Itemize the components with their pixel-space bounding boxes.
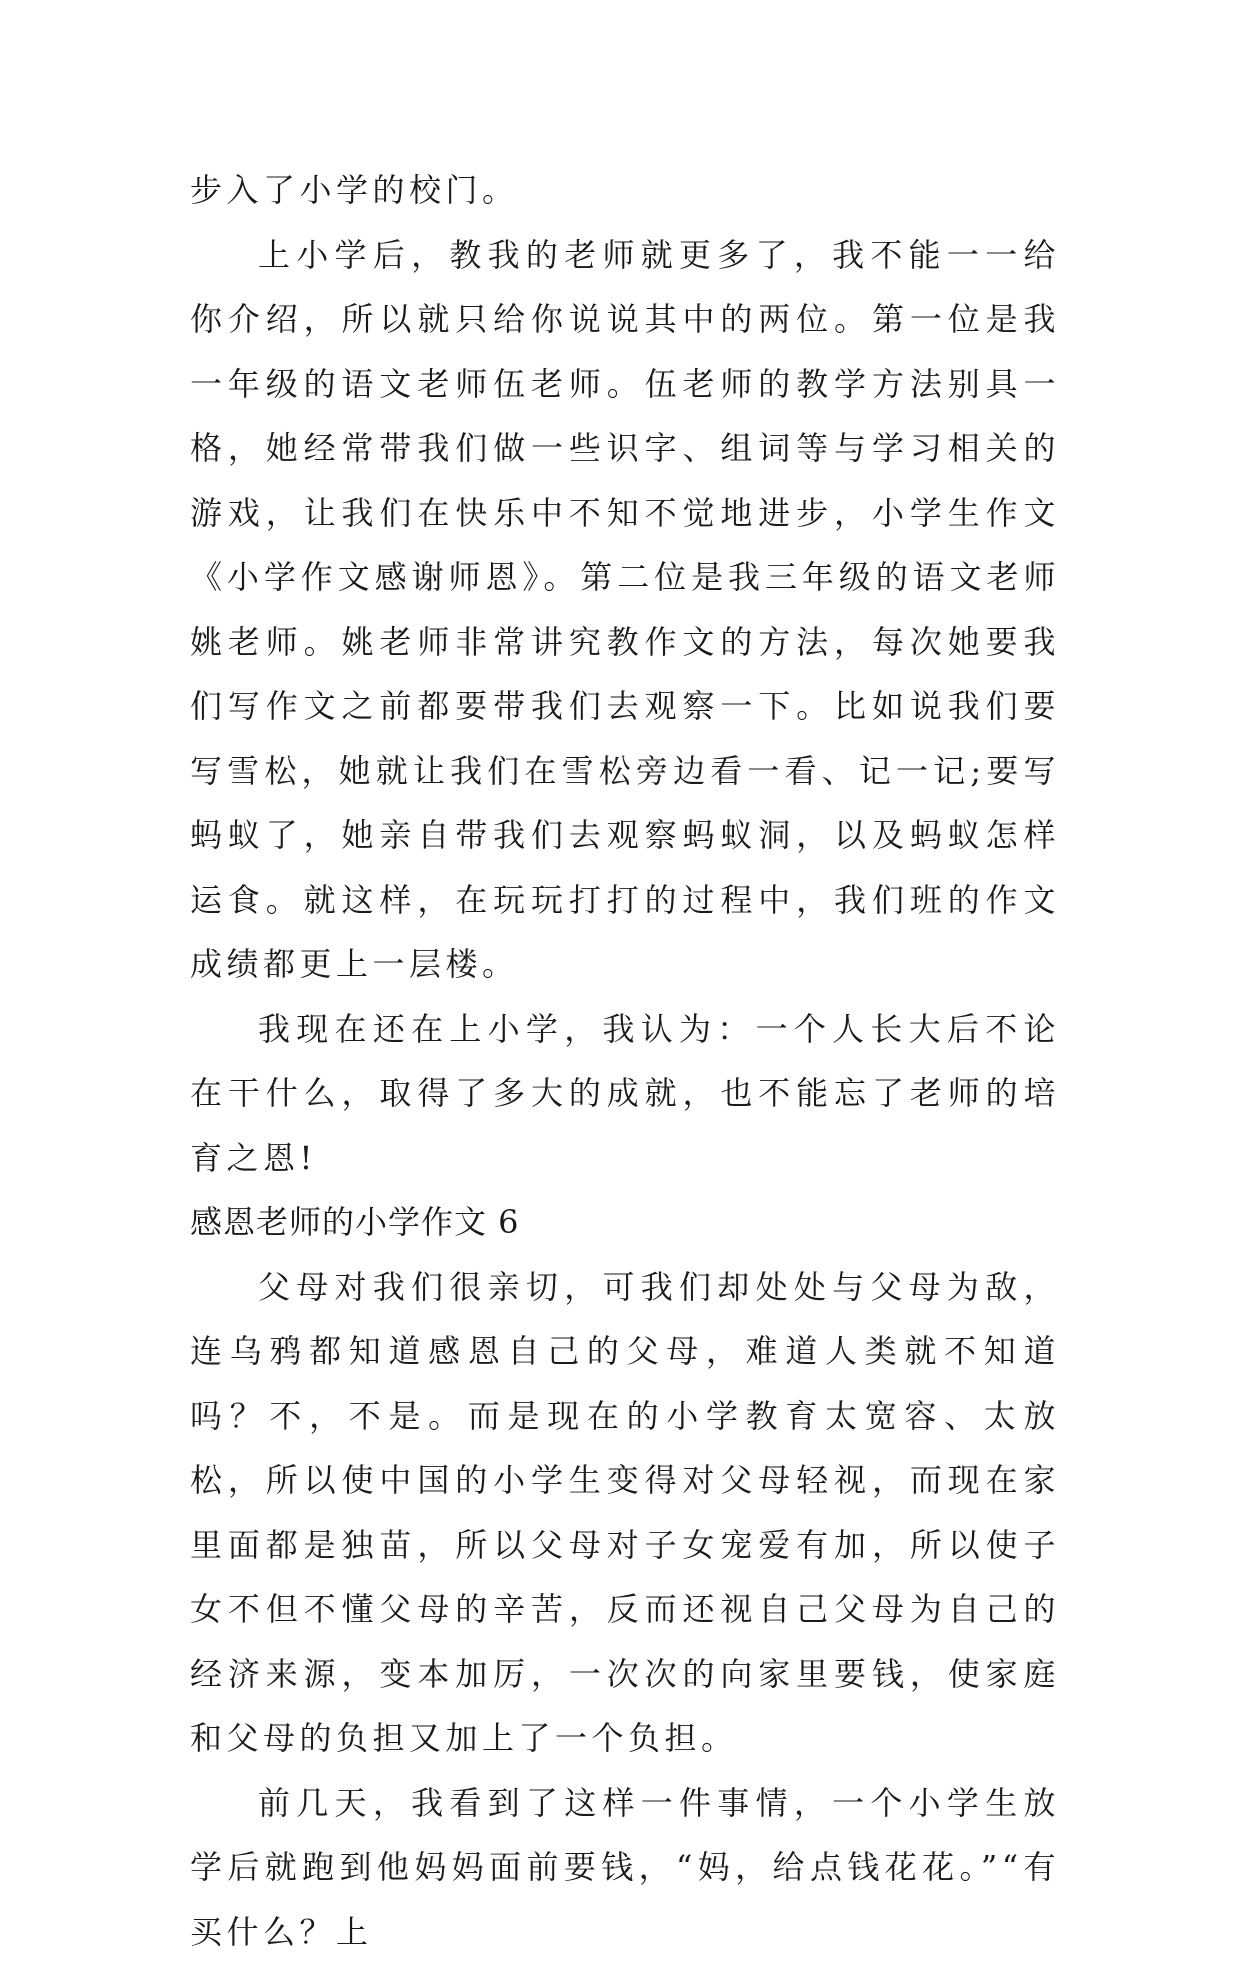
section-heading: 感恩老师的小学作文 6 <box>190 1190 1060 1255</box>
document-body <box>190 158 1060 1964</box>
paragraph-teachers: 上小学后，教我的老师就更多了，我不能一一给你介绍，所以就只给你说说其中的两位。第一位是我一年级的语文老师伍老师。伍老师的教学方法别具一格，她经常带我们做一些识字、组词等与学习相关的游戏，让我们在快乐中不知不觉地进步，小学生作文《小学作文感谢师恩》。第二位是我三年级的语文老师姚老师。姚老师非常讲究教作文的方法，每次她要我们写作文之前都要带我们去观察一下。比如说我们要写雪松，她就让我们在雪松旁边看一看、记一记;要写蚂蚁了，她亲自带我们去观察蚂蚁洞，以及蚂蚁怎样运食。就这样，在玩玩打打的过程中，我们班的作文成绩都更上一层楼。 <box>190 223 1060 997</box>
paragraph-conclusion: 我现在还在上小学，我认为：一个人长大后不论在干什么，取得了多大的成就，也不能忘了老师的培育之恩! <box>190 997 1060 1191</box>
paragraph-parents: 父母对我们很亲切，可我们却处处与父母为敌，连乌鸦都知道感恩自己的父母，难道人类就不知道吗？不，不是。而是现在的小学教育太宽容、太放松，所以使中国的小学生变得对父母轻视，而现在家里面都是独苗，所以父母对子女宠爱有加，所以使子女不但不懂父母的辛苦，反而还视自己父母为自己的经济来源，变本加厉，一次次的向家里要钱，使家庭和父母的负担又加上了一个负担。 <box>190 1255 1060 1771</box>
paragraph-story: 前几天，我看到了这样一件事情，一个小学生放学后就跑到他妈妈面前要钱，“妈，给点钱花花。”“有买什么？上 <box>190 1771 1060 1964</box>
paragraph-continuation: 步入了小学的校门。 <box>190 158 1060 223</box>
